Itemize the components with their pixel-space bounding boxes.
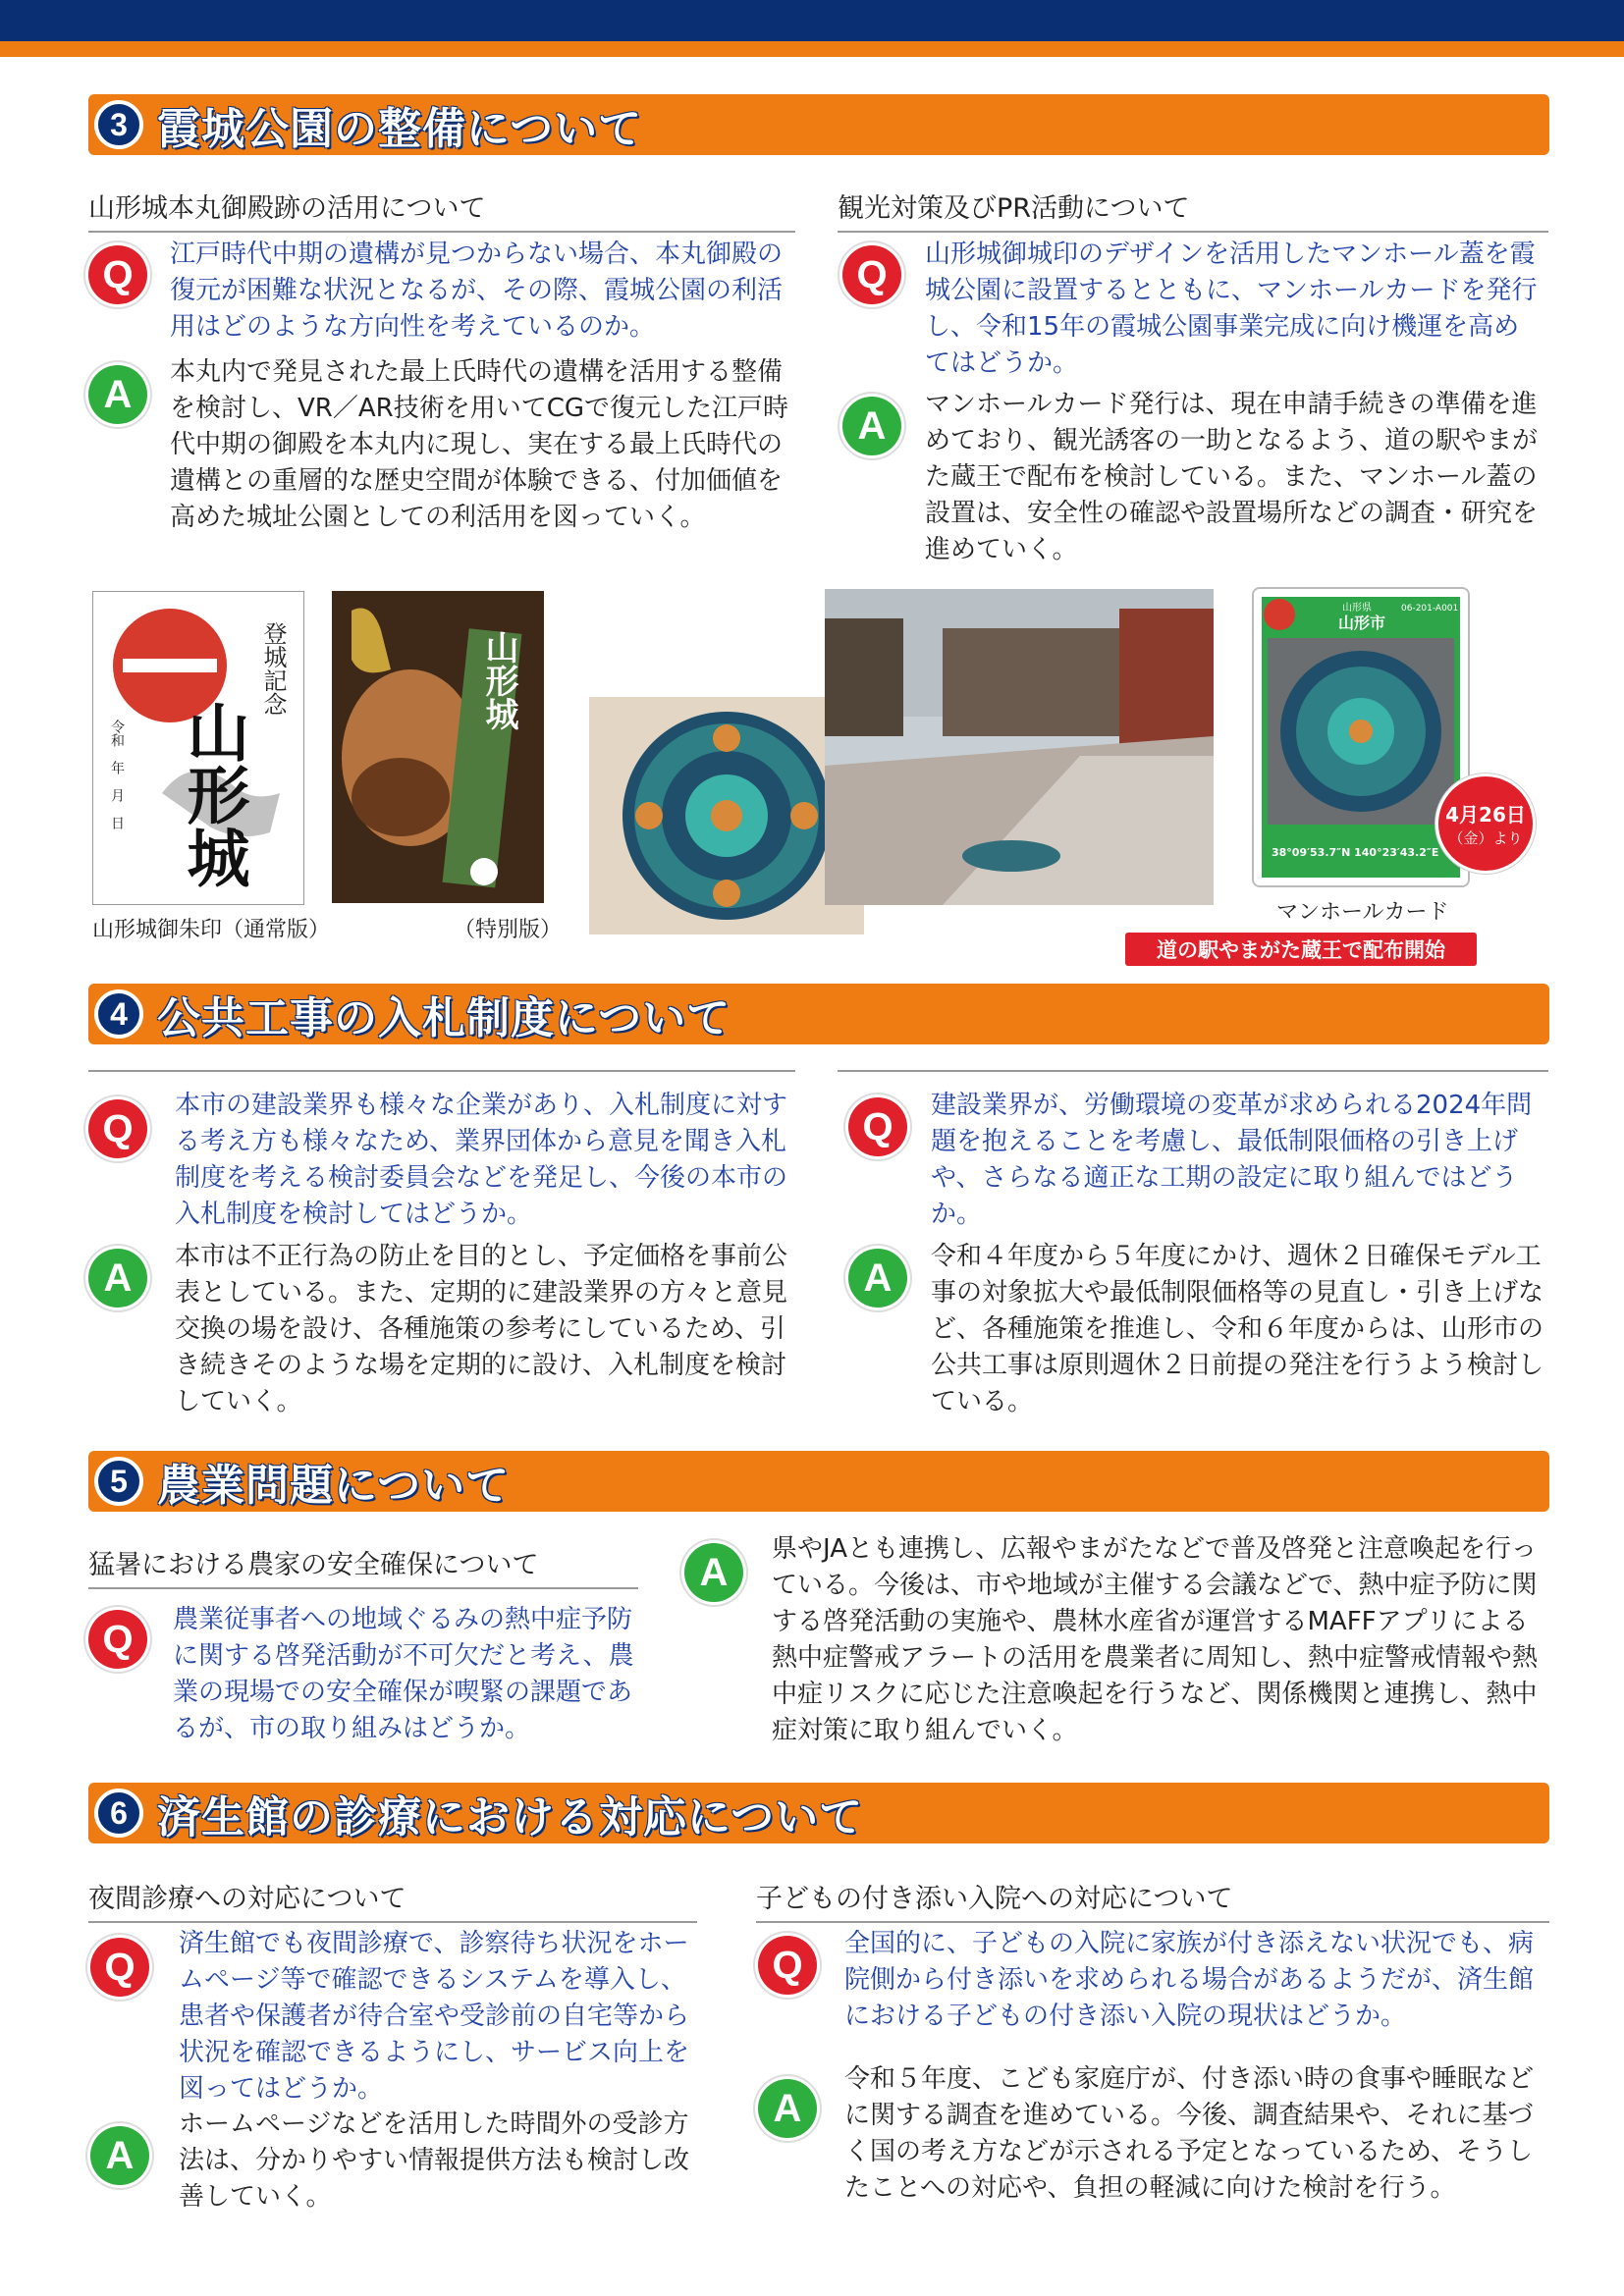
section-5-header <box>88 1451 1549 1512</box>
subtitle-night: 夜間診療への対応について <box>88 1877 697 1923</box>
section-4-header <box>88 984 1549 1044</box>
subtitle-honmaru: 山形城本丸御殿跡の活用について <box>88 187 795 233</box>
section-number: 6 <box>94 1789 143 1838</box>
card-pref: 山形県 <box>1342 603 1372 614</box>
special-seal-text: 山形城 <box>479 630 518 730</box>
section-title: 農業問題について <box>157 1461 511 1511</box>
answer-badge: A <box>88 365 147 424</box>
date-badge-date: 4月26日 <box>1445 803 1526 827</box>
answer-badge: A <box>842 397 901 455</box>
top-navy-bar <box>0 0 1624 41</box>
section-title: 公共工事の入札制度について <box>157 993 731 1043</box>
answer-text: 令和４年度から５年度にかけ、週休２日確保モデル工事の対象拡大や最低制限価格等の見直し・引き上げなど、各種施策を推進し、令和６年度からは、山形市の公共工事は原則週休２日前提の発注を行うよう検討している。 <box>931 1242 1544 1416</box>
manhole-cover-image <box>589 697 864 934</box>
goshuin-special-image <box>332 591 544 903</box>
goshuin-normal-image <box>92 591 304 905</box>
subtitle-child: 子どもの付き添い入院への対応について <box>756 1877 1549 1923</box>
question-badge: Q <box>88 245 147 304</box>
date-badge-suffix: （金）より <box>1448 829 1523 847</box>
goshuin-normal-caption: 山形城御朱印（通常版） <box>92 918 331 942</box>
section-title: 済生館の診療における対応について <box>157 1792 864 1842</box>
section-4-right-divider <box>838 1070 1548 1072</box>
question-badge: Q <box>758 1936 817 1995</box>
card-code: 06-201-A001 <box>1401 604 1459 614</box>
section-6-header <box>88 1783 1549 1843</box>
answer-badge: A <box>684 1543 743 1602</box>
section-number: 3 <box>94 100 143 149</box>
section-title: 霞城公園の整備について <box>157 104 643 154</box>
question-badge: Q <box>90 1938 149 1997</box>
top-orange-bar <box>0 41 1624 57</box>
date-badge <box>1435 774 1536 874</box>
question-text: 建設業界が、労働環境の変革が求められる2024年問題を抱えることを考慮し、最低制限価格の引き上げや、さらなる適正な工期の設定に取り組んではどうか。 <box>931 1091 1533 1229</box>
question-badge: Q <box>848 1097 907 1156</box>
section-3-header <box>88 94 1549 155</box>
subtitle-tourism: 観光対策及びPR活動について <box>838 187 1548 233</box>
answer-text: 本市は不正行為の防止を目的とし、予定価格を事前公表としている。また、定期的に建設業界の方々と意見交換の場を設け、各種施策の参考にしているため、引き続きそのような場を定期的に設け、入札制度を検討していく。 <box>175 1242 788 1416</box>
goshuin-special-caption: （特別版） <box>454 918 563 942</box>
question-text: 全国的に、子どもの入院に家族が付き添えない状況でも、病院側から付き添いを求められる場合があるようだが、済生館における子どもの付き添い入院の現状はどうか。 <box>844 1929 1535 2031</box>
answer-text: 県やJAとも連携し、広報やまがたなどで普及啓発と注意喚起を行っている。今後は、市や地域が主催する会議などで、熱中症予防に関する啓発活動の実施や、農林水産省が運営するMAFFアプリによる熱中症警戒アラートの活用を農業者に周知し、熱中症警戒情報や熱中症リスクに応じた注意喚起を行うなど、関係機関と連携し、熱中症対策に取り組んでいく。 <box>772 1534 1539 1745</box>
manhole-card-image <box>1252 587 1470 887</box>
answer-badge: A <box>758 2079 817 2138</box>
question-text: 江戸時代中期の遺構が見つからない場合、本丸御殿の復元が困難な状況となるが、その際、霞城公園の利活用はどのような方向性を考えているのか。 <box>170 240 784 342</box>
subtitle-heat: 猛暑における農家の安全確保について <box>88 1543 638 1589</box>
section-4-left-divider <box>88 1070 795 1072</box>
answer-text: ホームページなどを活用した時間外の受診方法は、分かりやすい情報提供方法も検討し改善していく。 <box>179 2109 690 2212</box>
answer-text: マンホールカード発行は、現在申請手続きの準備を進めており、観光誘客の一助となるよう、道の駅やまがた蔵王で配布を検討している。また、マンホール蓋の設置は、安全性の確認や設置場所などの調査・研究を進めていく。 <box>925 390 1539 564</box>
seal-date-text: 令和 年 月 日 <box>109 720 125 829</box>
answer-badge: A <box>90 2126 149 2185</box>
answer-text: 令和５年度、こども家庭庁が、付き添い時の食事や睡眠などに関する調査を進めている。今後、調査結果や、それに基づく国の考え方などが示される予定となっているため、そうしたことへの対応や、負担の軽減に向けた検討を行う。 <box>844 2064 1535 2203</box>
distribution-banner: 道の駅やまがた蔵王で配布開始 <box>1125 933 1477 966</box>
seal-side-text: 登城記念 <box>259 621 287 716</box>
question-text: 農業従事者への地域ぐるみの熱中症予防に関する啓発活動が不可欠だと考え、農業の現場での安全確保が喫緊の課題であるが、市の取り組みはどうか。 <box>173 1605 634 1743</box>
seal-main-text: 山形城 <box>176 700 250 888</box>
question-text: 済生館でも夜間診療で、診察待ち状況をホームページ等で確認できるシステムを導入し、患者や保護者が待合室や受診前の自宅等から状況を確認できるようにし、サービス向上を図ってはどうか。 <box>179 1929 690 2104</box>
manhole-card-caption: マンホールカード <box>1276 900 1449 925</box>
question-text: 本市の建設業界も様々な企業があり、入札制度に対する考え方も様々なため、業界団体から意見を聞き入札制度を考える検討委員会などを発足し、今後の本市の入札制度を検討してはどうか。 <box>175 1091 788 1229</box>
street-photo-image <box>825 589 1214 905</box>
question-badge: Q <box>88 1610 147 1669</box>
question-badge: Q <box>842 245 901 304</box>
section-number: 5 <box>94 1457 143 1506</box>
question-text: 山形城御城印のデザインを活用したマンホール蓋を霞城公園に設置するとともに、マンホールカードを発行し、令和15年の霞城公園事業完成に向け機運を高めてはどうか。 <box>925 240 1538 378</box>
card-coord: 38°09′53.7″N 140°23′43.2″E <box>1272 846 1439 859</box>
answer-text: 本丸内で発見された最上氏時代の遺構を活用する整備を検討し、VR／AR技術を用いてCGで復元した江戸時代中期の御殿を本丸内に現し、実在する最上氏時代の遺構との重層的な歴史空間が体験できる、付加価値を高めた城址公園としての利活用を図っていく。 <box>170 357 789 532</box>
card-city: 山形市 <box>1338 614 1386 632</box>
answer-badge: A <box>848 1249 907 1308</box>
section-number: 4 <box>94 989 143 1039</box>
question-badge: Q <box>88 1099 147 1158</box>
answer-badge: A <box>88 1249 147 1308</box>
